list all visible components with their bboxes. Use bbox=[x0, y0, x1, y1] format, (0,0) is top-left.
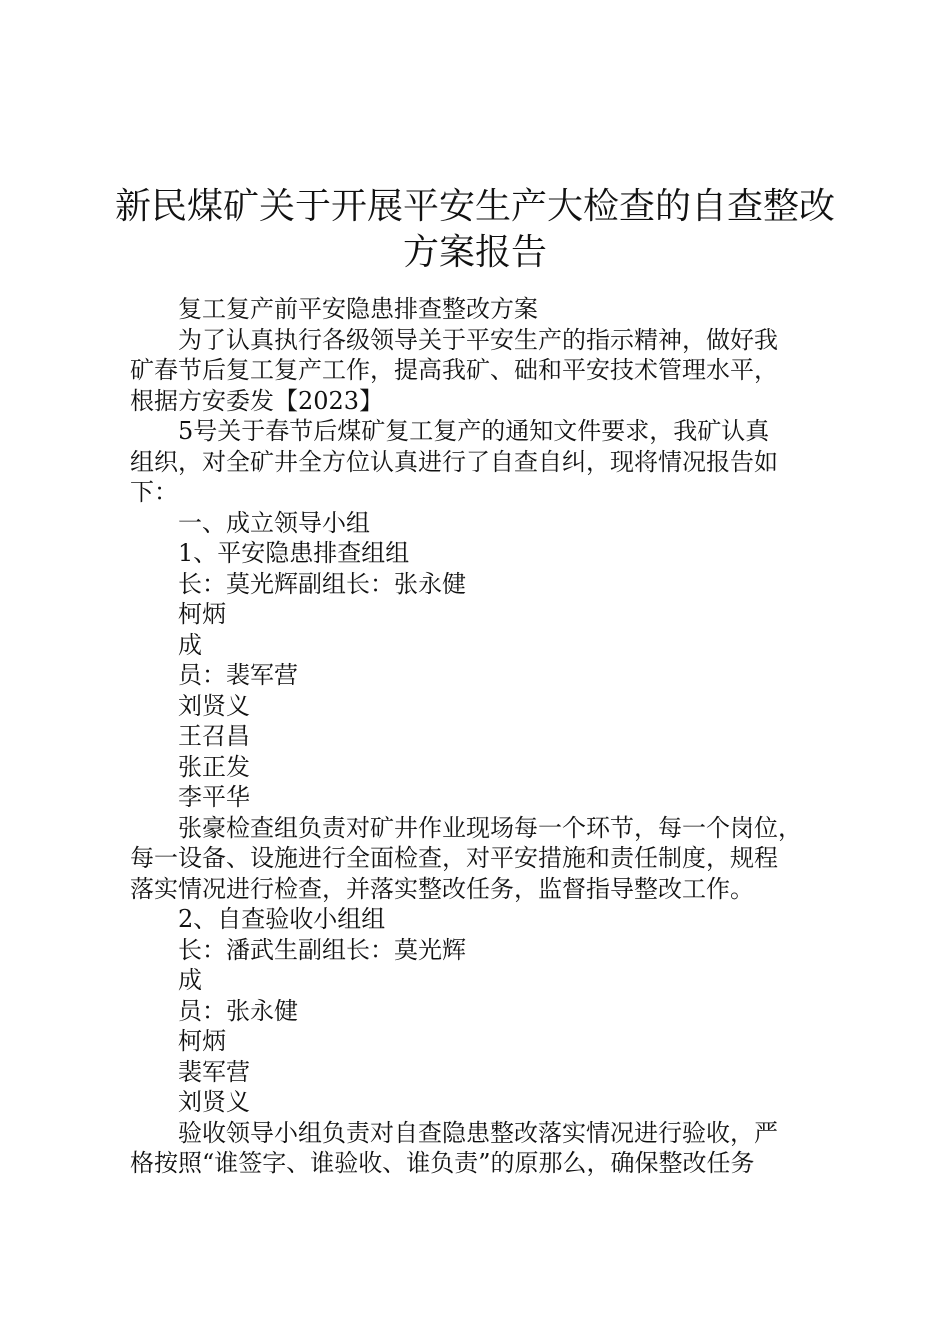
body-line: 落实情况进行检查，并落实整改任务，监督指导整改工作。 bbox=[130, 874, 754, 903]
body-line: 根据方安委发【2023】 bbox=[130, 386, 384, 415]
body-line: 2、自查验收小组组 bbox=[178, 905, 386, 933]
body-line: 柯炳 bbox=[178, 600, 226, 628]
body-line: 张豪检查组负责对矿井作业现场每一个环节，每一个岗位， bbox=[178, 813, 802, 842]
body-line: 王召昌 bbox=[178, 722, 250, 750]
document-body bbox=[130, 294, 830, 1179]
body-line: 1、平安隐患排查组组 bbox=[178, 539, 410, 567]
body-line: 刘贤义 bbox=[178, 1088, 250, 1116]
body-line: 员：裴军营 bbox=[178, 661, 298, 689]
body-line: 下： bbox=[130, 478, 178, 506]
body-line: 成 bbox=[178, 630, 202, 659]
body-line: 长：潘武生副组长：莫光辉 bbox=[178, 935, 466, 964]
body-line: 矿春节后复工复产工作，提高我矿、础和平安技术管理水平， bbox=[130, 356, 778, 384]
body-line: 一、成立领导小组 bbox=[178, 508, 370, 537]
body-line: 验收领导小组负责对自查隐患整改落实情况进行验收，严 bbox=[178, 1118, 778, 1147]
body-line: 格按照“谁签字、谁验收、谁负责”的原那么，确保整改任务 bbox=[130, 1149, 755, 1177]
body-line: 长：莫光辉副组长：张永健 bbox=[178, 569, 466, 598]
body-line: 为了认真执行各级领导关于平安生产的指示精神，做好我 bbox=[178, 325, 778, 354]
body-line: 张正发 bbox=[178, 752, 250, 781]
body-line: 刘贤义 bbox=[178, 691, 250, 720]
body-line: 李平华 bbox=[178, 783, 250, 811]
body-line: 每一设备、设施进行全面检查，对平安措施和责任制度，规程 bbox=[130, 844, 778, 872]
body-line: 组织，对全矿井全方位认真进行了自查自纠，现将情况报告如 bbox=[130, 447, 778, 476]
body-line: 柯炳 bbox=[178, 1027, 226, 1055]
body-line: 5号关于春节后煤矿复工复产的通知文件要求，我矿认真 bbox=[178, 417, 770, 445]
body-line: 员：张永健 bbox=[178, 996, 298, 1025]
body-line: 成 bbox=[178, 966, 202, 994]
body-line: 裴军营 bbox=[178, 1057, 250, 1086]
body-line: 复工复产前平安隐患排查整改方案 bbox=[178, 295, 538, 323]
document-title-line-1: 新民煤矿关于开展平安生产大检查的自查整改 bbox=[114, 186, 835, 227]
document-title-line-2: 方案报告 bbox=[402, 232, 547, 273]
